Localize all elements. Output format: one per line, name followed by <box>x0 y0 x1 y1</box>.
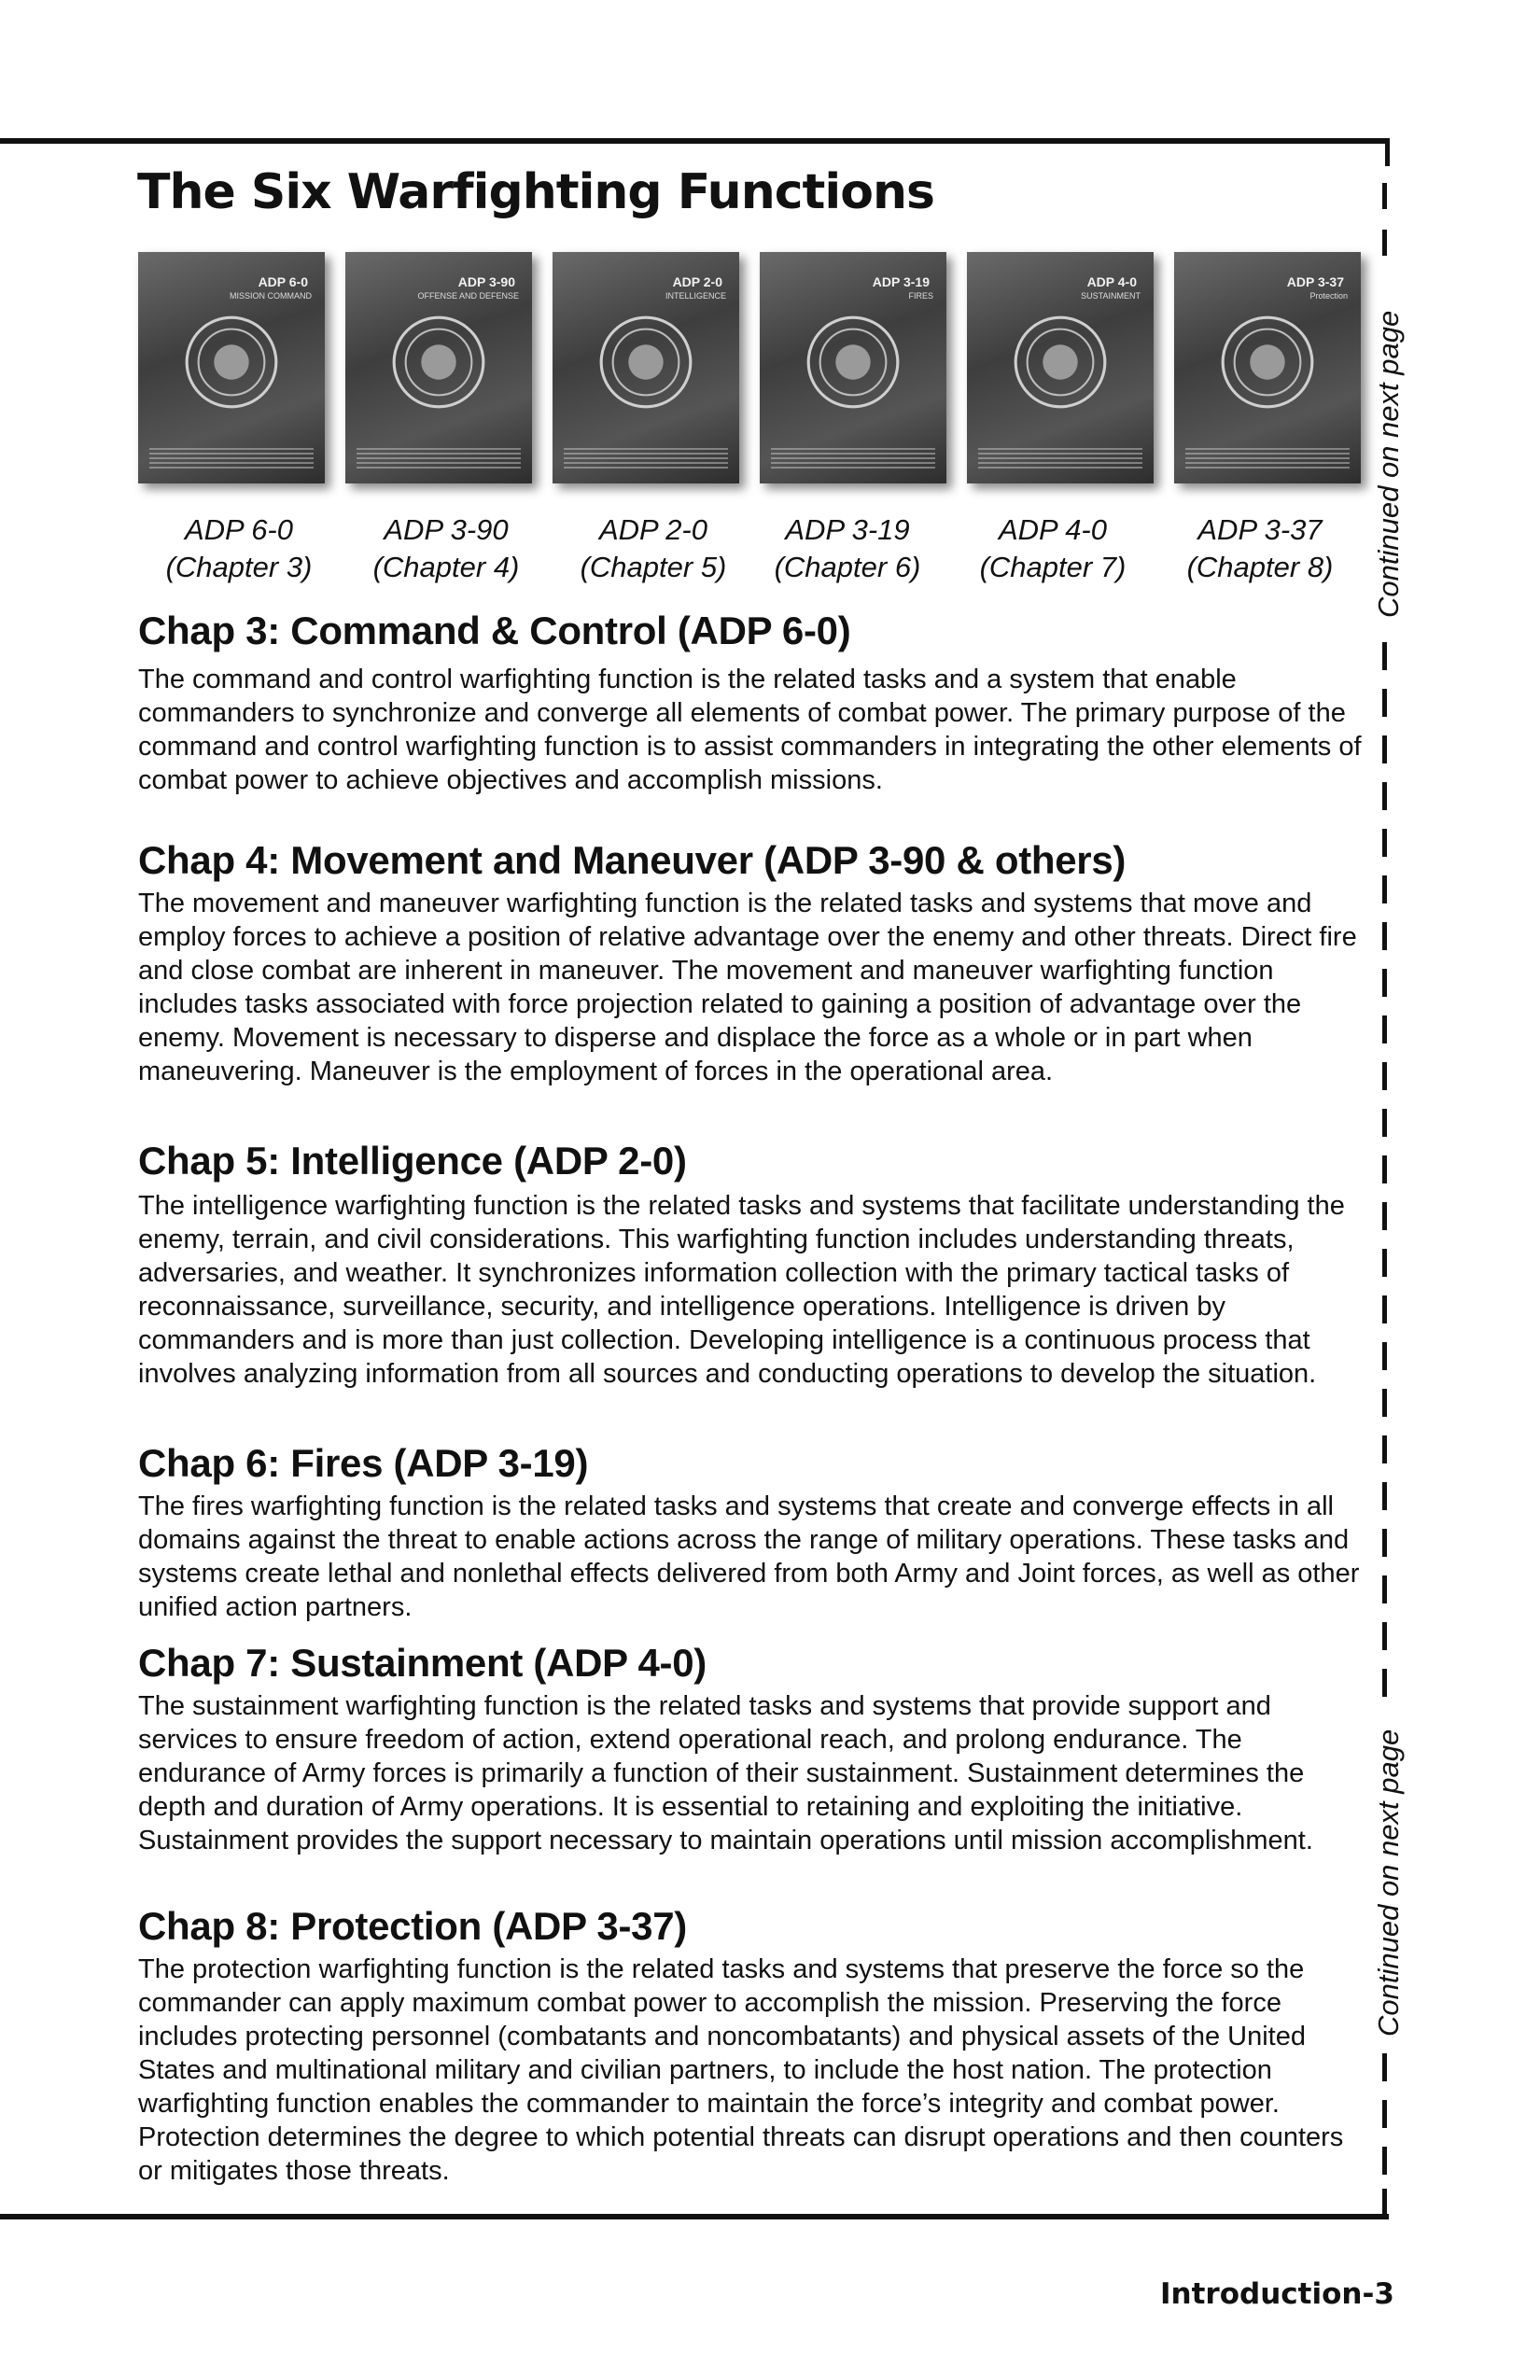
cover-image <box>138 252 325 483</box>
continued-label-top: Continued on next page <box>1372 310 1405 618</box>
section-body: The protection warfighting function is the related tasks and systems that preserve the force so the commander can apply maximum combat power to accomplish the mission. Preserving the force includes protecting personnel (combatants and noncombatants) and physical assets of the United States and multinational military and civilian partners, to include the host nation. The protection warfighting function enables the commander to maintain the force’s integrity and combat power. Protection determines the degree to which potential threats can disrupt operations and then counters or mitigates those threats. <box>138 1954 1344 2186</box>
army-seal-icon <box>597 314 694 411</box>
army-seal-icon <box>805 314 902 411</box>
section-body: The movement and maneuver warfighting function is the related tasks and systems that move and employ forces to achieve a position of relative advantage over the enemy and other threats. Direct fire and close combat are inherent in maneuver. The movement and maneuver warfighting function includes tasks associated with force projection related to gaining a position of advantage over the enemy. Movement is necessary to disperse and displace the force as a whole or in part when maneuvering. Maneuver is the employment of forces in the operational area. <box>138 889 1357 1086</box>
army-seal-icon <box>183 314 280 411</box>
section-heading: Chap 8: Protection (ADP 3-37) <box>138 1904 687 1948</box>
continued-label-bottom: Continued on next page <box>1372 1729 1405 2037</box>
section-heading: Chap 3: Command & Control (ADP 6-0) <box>138 609 851 652</box>
cover-subtitle: FIRES <box>908 291 933 301</box>
cover-image <box>345 252 532 483</box>
army-seal-icon <box>1219 314 1316 411</box>
cover-image <box>967 252 1154 483</box>
cover-caption: ADP 2-0 (Chapter 5) <box>580 513 727 583</box>
frame-top-rule <box>0 138 1389 144</box>
cover-caption: ADP 3-19 (Chapter 6) <box>774 513 921 583</box>
cover-subtitle: OFFENSE AND DEFENSE <box>417 291 519 301</box>
page-number: Introduction-3 <box>1160 2277 1394 2311</box>
section-heading: Chap 5: Intelligence (ADP 2-0) <box>138 1139 687 1183</box>
cover-subtitle: SUSTAINMENT <box>1081 291 1141 301</box>
cover-row <box>138 252 1351 485</box>
cover-code: ADP 4-0 <box>1086 274 1137 289</box>
section-heading: Chap 7: Sustainment (ADP 4-0) <box>138 1641 707 1685</box>
cover-caption: ADP 3-37 (Chapter 8) <box>1186 513 1334 583</box>
cover-code: ADP 2-0 <box>672 274 722 289</box>
section-body: The intelligence warfighting function is the related tasks and systems that facilitate understanding the enemy, terrain, and civil considerations. This warfighting function includes understanding threats, adversaries, and weather. It synchronizes information collection with the primary tactical tasks of reconnaissance, surveillance, security, and intelligence operations. Intelligence is driven by commanders and is more than just collection. Developing intelligence is a continuous process that involves analyzing information from all sources and conducting operations to develop the situation. <box>138 1191 1345 1389</box>
cover-code: ADP 6-0 <box>258 274 308 289</box>
cover-image <box>553 252 739 483</box>
section-body: The fires warfighting function is the related tasks and systems that create and converge effects in all domains against the threat to enable actions across the range of military operations. These tasks and systems create lethal and nonlethal effects delivered from both Army and Joint forces, as well as other unified action partners. <box>138 1491 1360 1622</box>
section-body: The sustainment warfighting function is the related tasks and systems that provide support and services to ensure freedom of action, extend operational reach, and prolong endurance. The endurance of Army forces is primarily a function of their sustainment. Sustainment determines the depth and duration of Army operations. It is essential to retaining and exploiting the initiative. Sustainment provides the support necessary to maintain operations until mission accomplishment. <box>138 1691 1313 1855</box>
page-title: The Six Warfighting Functions <box>137 164 934 220</box>
cover-subtitle: Protection <box>1309 291 1348 301</box>
frame-corner <box>1385 138 1390 166</box>
section-heading: Chap 4: Movement and Maneuver (ADP 3-90 & others) <box>138 838 1127 882</box>
cover-image <box>760 252 946 483</box>
cover-code: ADP 3-19 <box>872 274 930 289</box>
cover-caption: ADP 4-0 (Chapter 7) <box>979 513 1127 583</box>
cover-subtitle: INTELLIGENCE <box>665 291 726 301</box>
army-seal-icon <box>390 314 487 411</box>
cover-code: ADP 3-90 <box>457 274 515 289</box>
cover-code: ADP 3-37 <box>1286 274 1344 289</box>
army-seal-icon <box>1012 314 1109 411</box>
cover-caption: ADP 3-90 (Chapter 4) <box>372 513 520 583</box>
cover-subtitle: MISSION COMMAND <box>229 291 312 301</box>
section-body: The command and control warfighting function is the related tasks and a system that enable commanders to synchronize and converge all elements of combat power. The primary purpose of the command and control warfighting function is to assist commanders in integrating the other elements of combat power to achieve objectives and accomplish missions. <box>138 665 1362 795</box>
frame-bottom-rule <box>0 2214 1389 2219</box>
cover-image <box>1174 252 1361 483</box>
cover-caption: ADP 6-0 (Chapter 3) <box>165 513 313 583</box>
section-heading: Chap 6: Fires (ADP 3-19) <box>138 1441 589 1485</box>
